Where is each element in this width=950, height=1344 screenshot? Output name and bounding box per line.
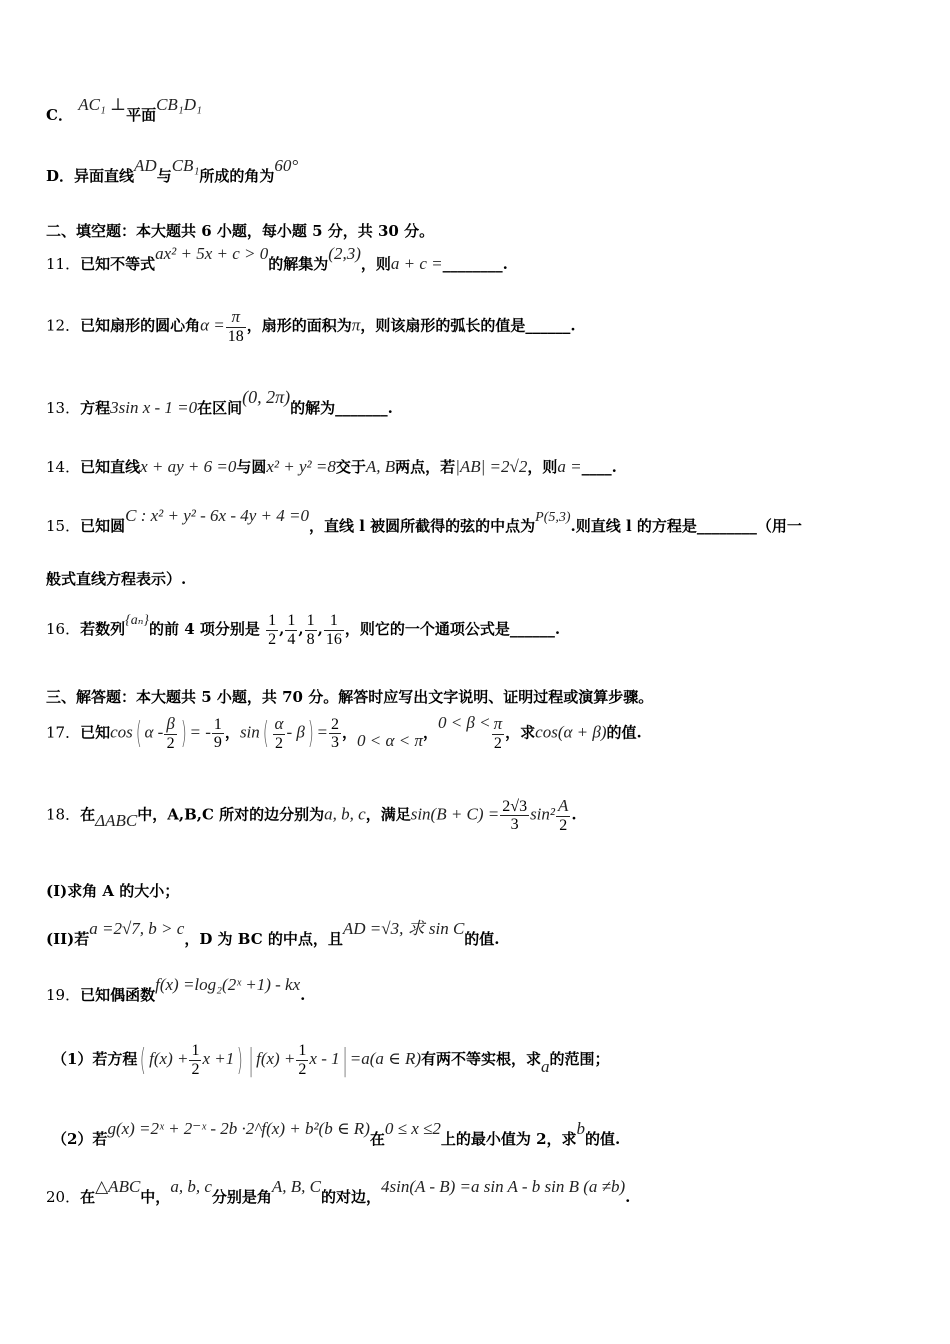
option-d: D．异面直线AD与CB₁所成的角为60°	[46, 156, 299, 185]
question-18-part-1: (I)求角 A 的大小；	[46, 882, 180, 900]
fraction: $\frac{\alpha}{2}$	[274, 714, 284, 752]
question-19-part-2: （2）若g(x) =2ˣ + 2⁻ˣ - 2b ·2^f(x) + b²(b ∈ R)在0 ≤ x ≤2上的最小值为 2，求b的值.	[52, 1119, 621, 1148]
option-c: C． AC₁ ⊥平面CB₁D₁	[46, 95, 202, 124]
question-16: 16．若数列{aₙ}的前 4 项分别是 $\frac{1}{2}$ , $\frac{1}{4}$ , $\frac{1}{8}$ , $\frac{1}{16}$ ，则它的一个通项公式是______.	[46, 612, 561, 648]
question-20: 20．在△ABC中，a, b, c分别是角A, B, C的对边，4sin(A - B) =a sin A - b sin B (a ≠b).	[46, 1177, 631, 1206]
question-15-cont: 般式直线方程表示）.	[46, 570, 187, 588]
section-3-heading: 三、解答题：本大题共 5 小题，共 70 分。解答时应写出文字说明、证明过程或演算步骤。	[46, 688, 654, 706]
fraction: $\frac{2√3}{3}$	[502, 797, 528, 834]
fraction: $\frac{1}{9}$	[213, 715, 222, 752]
fraction: $\frac{\pi}{2}$	[493, 714, 503, 752]
fraction: $\frac{\pi}{18}$	[227, 307, 244, 345]
question-15: 15．已知圆C : x² + y² - 6x - 4y + 4 =0，直线 l 被圆所截得的弦的中点为P(5,3).则直线 l 的方程是________（用一	[46, 506, 802, 535]
fraction-1-8: $\frac{1}{8}$	[306, 612, 315, 648]
fraction: $\frac{2}{3}$	[331, 715, 340, 752]
fraction-one-half: $\frac{1}{2}$	[298, 1042, 307, 1078]
question-12: 12．已知扇形的圆心角α = $\frac{\pi}{18}$ ，扇形的面积为π，则该扇形的弧长的值是______.	[46, 307, 576, 345]
fraction-1-16: $\frac{1}{16}$	[325, 612, 342, 648]
fraction-one-half: $\frac{1}{2}$	[191, 1042, 200, 1078]
question-11: 11．已知不等式ax² + 5x + c > 0的解集为(2,3)，则a + c =________.	[46, 244, 508, 273]
question-13: 13．方程3sin x - 1 =0在区间(0, 2π)的解为_______.	[46, 387, 393, 417]
question-18: 18．在ΔABC中，A,B,C 所对的边分别为a, b, c，满足sin(B + C) = $\frac{2√3}{3}$ sin² $\frac{A}{2}$ .	[46, 796, 577, 834]
section-2-heading: 二、填空题：本大题共 6 小题，每小题 5 分，共 30 分。	[46, 222, 435, 240]
question-14: 14．已知直线x + ay + 6 =0与圆x² + y² =8交于A, B两点，若|AB| =2√2，则a =____.	[46, 457, 617, 476]
fraction: $\frac{\beta}{2}$	[166, 714, 175, 752]
fraction-1-4: $\frac{1}{4}$	[287, 612, 296, 648]
question-17: 17．已知cos( α - $\frac{\beta}{2}$ ) = - $\frac{1}{9}$ ，sin( $\frac{\alpha}{2}$ - β) = $\frac{2}{3}$ ，0 < α < π，0 < β < $\frac{\pi}{2}$ ，求cos(α + β)的值.	[46, 712, 642, 752]
fraction-1-2: $\frac{1}{2}$	[268, 612, 277, 648]
question-19-part-1: （1）若方程( f(x) + $\frac{1}{2}$ x +1) | f(x) + $\frac{1}{2}$ x - 1| =a(a ∈ R)有两不等实根，求a的范围；	[52, 1042, 610, 1078]
question-18-part-2: (II)若a =2√7, b > c，D 为 BC 的中点，且AD =√3, 求 sin C的值.	[46, 919, 500, 948]
fraction: $\frac{A}{2}$	[558, 796, 569, 834]
question-19: 19．已知偶函数f(x) =log₂(2ˣ +1) - kx.	[46, 975, 306, 1004]
